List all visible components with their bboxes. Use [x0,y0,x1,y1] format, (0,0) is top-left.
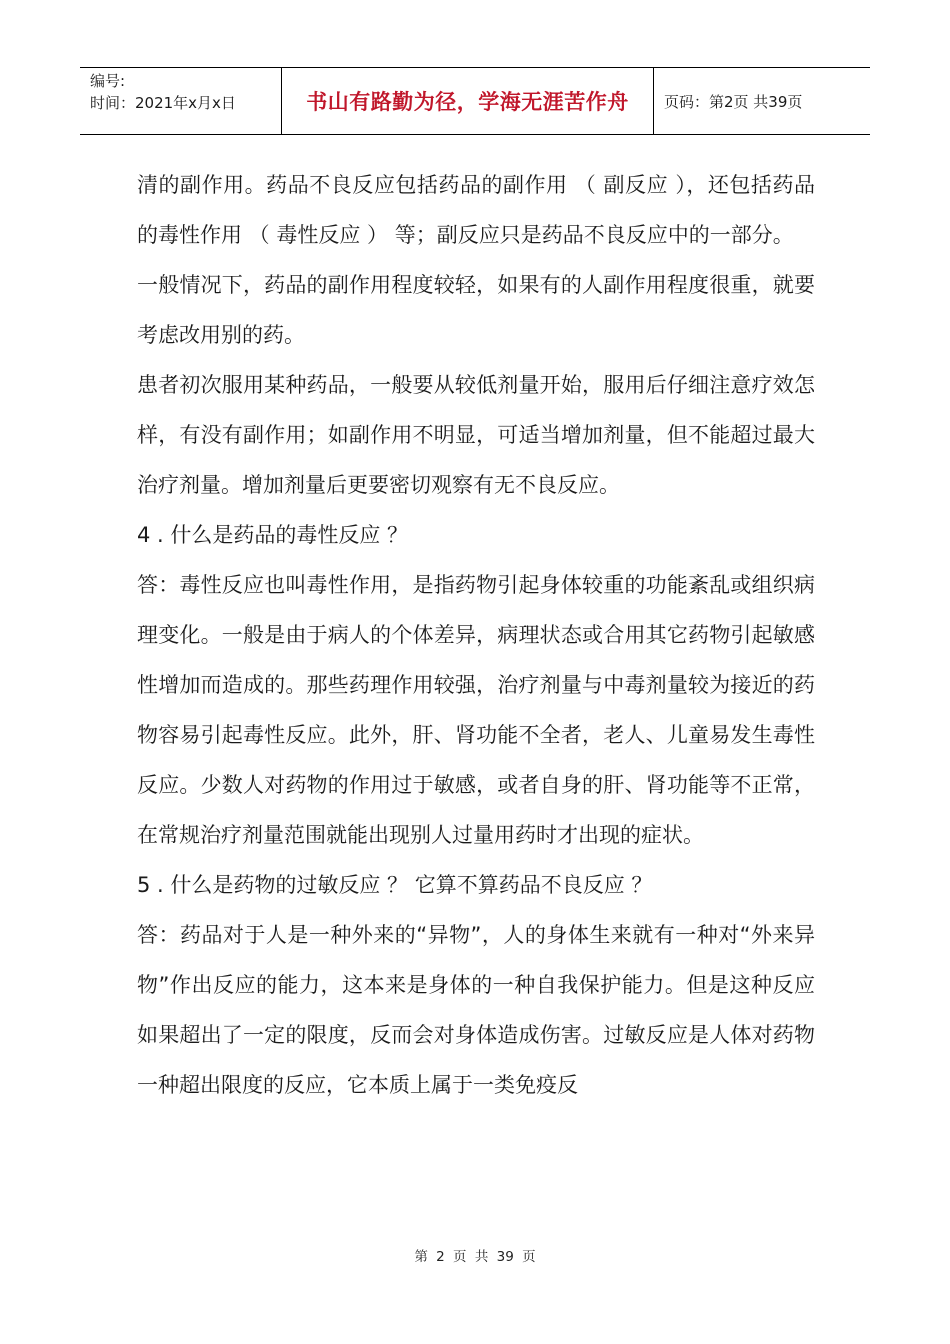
header-meta [80,68,281,134]
header-motto-cell [281,68,654,134]
paragraph: 清的副作用。药品不良反应包括药品的副作用 （ 副反应 ），还包括药品的毒性作用 （ 毒性反应 ） 等；副反应只是药品不良反应中的一部分。 [137,173,815,247]
header-motto: 书山有路勤为径，学海无涯苦作舟 [306,90,629,114]
page-footer: 第 2 页 共 39 页 [414,1249,536,1265]
question-heading: 4 . 什么是药品的毒性反应 ？ [137,523,409,547]
question-heading: 5 . 什么是药物的过敏反应 ？ 它算不算药品不良反应 ？ [137,873,653,897]
page-header [80,67,870,135]
answer-paragraph: 答：毒性反应也叫毒性作用，是指药物引起身体较重的功能紊乱或组织病理变化。一般是由于病人的个体差异，病理状态或合用其它药物引起敏感性增加而造成的。那些药理作用较强，治疗剂量与中毒剂量较为接近的药物容易引起毒性反应。此外，肝、肾功能不全者，老人、儿童易发生毒性反应。少数人对药物的作用过于敏感，或者自身的肝、肾功能等不正常，在常规治疗剂量范围就能出现别人过量用药时才出现的症状。 [137,573,815,847]
paragraph: 患者初次服用某种药品，一般要从较低剂量开始，服用后仔细注意疗效怎样，有没有副作用；如副作用不明显，可适当增加剂量，但不能超过最大治疗剂量。增加剂量后更要密切观察有无不良反应。 [137,373,815,497]
answer-paragraph: 答：药品对于人是一种外来的“异物”，人的身体生来就有一种对“外来异物”作出反应的能力，这本来是身体的一种自我保护能力。但是这种反应如果超出了一定的限度，反而会对身体造成伤害。过敏反应是人体对药物一种超出限度的反应，它本质上属于一类免疫反 [137,923,815,1097]
document-body [137,160,815,1110]
paragraph: 一般情况下，药品的副作用程度较轻，如果有的人副作用程度很重，就要考虑改用别的药。 [137,273,815,347]
document-number-label: 编号: [90,72,126,90]
header-page-cell [654,68,870,134]
header-page-info: 页码：第2页 共39页 [664,92,803,111]
document-time: 时间：2021年x月x日 [90,94,236,112]
